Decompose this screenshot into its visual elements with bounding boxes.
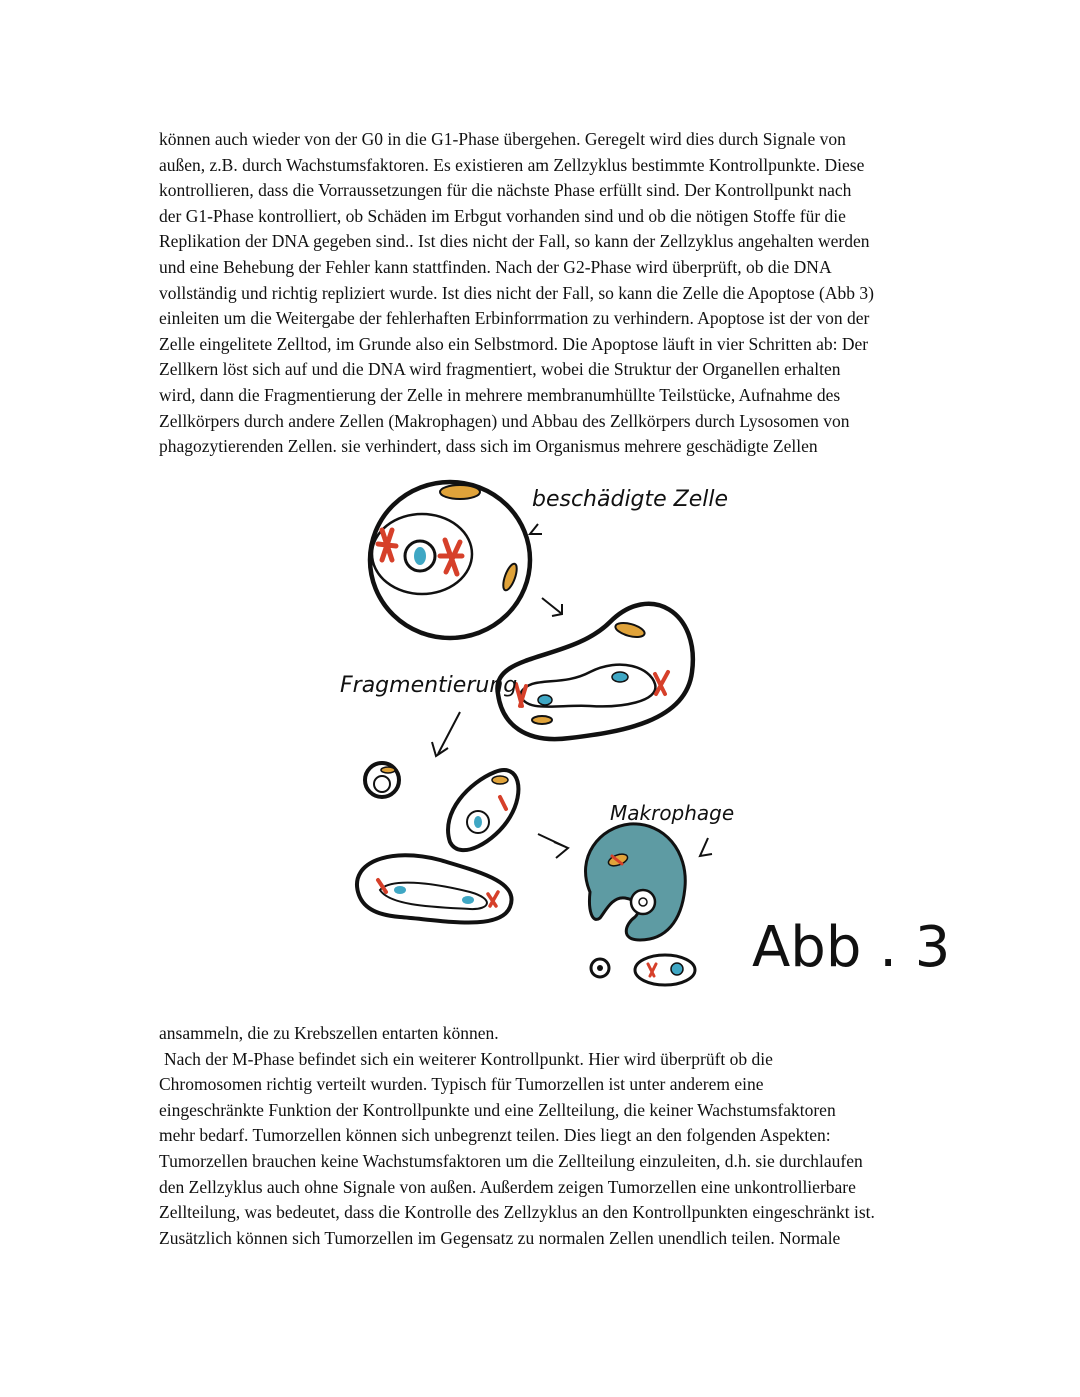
apoptosis-figure (320, 462, 960, 1002)
text-line: Nach der M-Phase befindet sich ein weiterer Kontrollpunkt. Hier wird überprüft ob die (164, 1048, 773, 1069)
macrophage (586, 824, 686, 940)
text-line: können auch wieder von der G0 in die G1-Phase übergehen. Geregelt wird dies durch Signale von (159, 129, 846, 149)
text-line: Zellkörpers durch andere Zellen (Makrophagen) und Abbau des Zellkörpers durch Lysosomen von (159, 410, 850, 431)
text-line: ansammeln, die zu Krebszellen entarten können. (159, 1023, 499, 1043)
text-line: Tumorzellen brauchen keine Wachstumsfaktoren um die Zellteilung einzuleiten, d.h. sie durchlaufen (159, 1150, 863, 1171)
text-line: wird, dann die Fragmentierung der Zelle in mehrere membranumhüllte Teilstücke, Aufnahme des (159, 384, 841, 405)
label-fragmentation: Fragmentierung (340, 673, 518, 698)
paragraph-tumor-cells (159, 1021, 959, 1251)
text-line: vollständig und richtig repliziert wurde. Ist dies nicht der Fall, so kann die Zelle die Apoptose (Abb 3) (159, 282, 874, 303)
digested-remains (591, 955, 695, 985)
text-line: mehr bedarf. Tumorzellen können sich unbegrenzt teilen. Dies liegt an den folgenden Aspekten: (159, 1125, 831, 1146)
cell-fragments (357, 763, 518, 923)
text-line: und eine Behebung der Fehler kann stattfinden. Nach der G2-Phase wird überprüft, ob die DNA (159, 256, 832, 277)
figure-caption: Abb . 3 (752, 915, 951, 980)
text-line: phagozytierenden Zellen. sie verhindert, dass sich im Organismus mehrere geschädigte Zellen (159, 436, 818, 457)
damaged-cell (370, 482, 530, 638)
text-line: Zelle eingelitete Zelltod, im Grunde also ein Selbstmord. Die Apoptose läuft in vier Schritten ab: Der (159, 333, 869, 354)
text-line: einleiten um die Weitergabe der fehlerhaften Erbinforrmation zu verhindern. Apoptose ist der von der (159, 308, 870, 329)
paragraph-apoptosis (159, 127, 959, 460)
label-damaged-cell: beschädigte Zelle (532, 487, 729, 512)
arrow-icon (432, 712, 460, 756)
text-line: kontrollieren, dass die Vorraussetzungen für die nächste Phase erfüllt sind. Der Kontrollpunkt nach (159, 180, 852, 201)
text-line: Replikation der DNA gegeben sind.. Ist dies nicht der Fall, so kann der Zellzyklus angehalten werden (159, 231, 870, 252)
text-line: Zellkern löst sich auf und die DNA wird fragmentiert, wobei die Struktur der Organellen erhalten (159, 359, 841, 380)
text-line: der G1-Phase kontrolliert, ob Schäden im Erbgut vorhanden sind und ob die nötigen Stoffe für die (159, 205, 846, 226)
text-line: außen, z.B. durch Wachstumsfaktoren. Es existieren am Zellzyklus bestimmte Kontrollpunkte. Diese (159, 154, 865, 175)
fragmenting-cell (497, 604, 692, 739)
arrow-icon (538, 834, 568, 858)
arrow-icon (542, 598, 562, 616)
text-line: Zusätzlich können sich Tumorzellen im Gegensatz zu normalen Zellen unendlich teilen. Normale (159, 1227, 841, 1248)
text-line: Zellteilung, was bedeutet, dass die Kontrolle des Zellzyklus an den Kontrollpunkten eingeschränkt ist. (159, 1202, 875, 1223)
text-line: eingeschränkte Funktion der Kontrollpunkte und eine Zellteilung, die keiner Wachstumsfaktoren (159, 1099, 836, 1120)
label-macrophage: Makrophage (610, 801, 735, 825)
text-line: den Zellzyklus auch ohne Signale von außen. Außerdem zeigen Tumorzellen eine unkontrollierbare (159, 1176, 856, 1197)
text-line: Chromosomen richtig verteilt wurden. Typisch für Tumorzellen ist unter anderem eine (159, 1074, 764, 1095)
